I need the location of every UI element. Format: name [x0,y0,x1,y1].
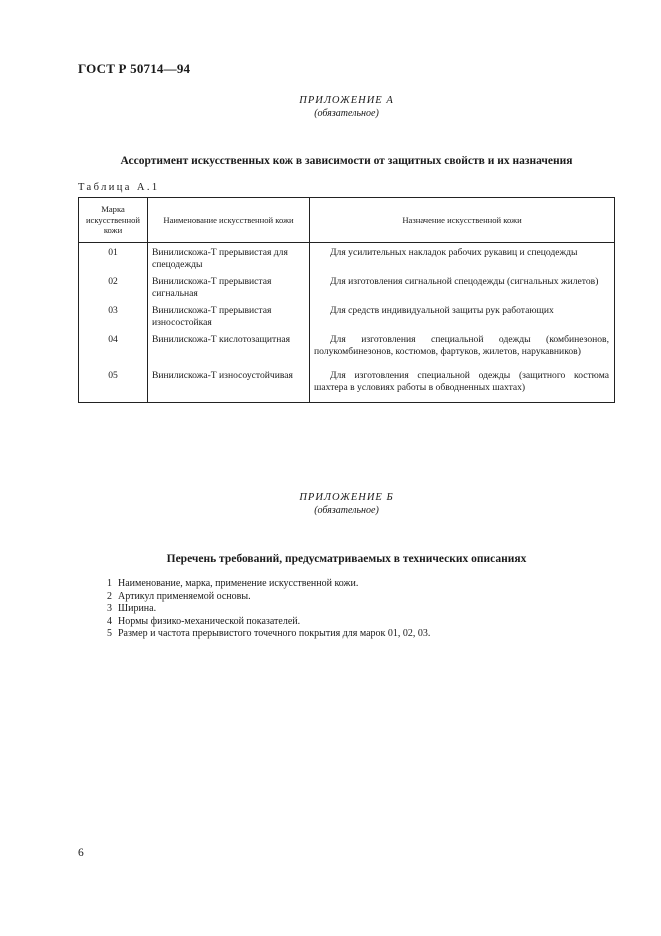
cell-name: Винилискожа-Т износоустойчивая [148,370,310,403]
header-code: Марка искусственной кожи [79,198,148,243]
table-row [79,243,615,277]
cell-name: Винилискожа-Т кислотозащитная [148,334,310,370]
appendix-a-title: ПРИЛОЖЕНИЕ А [299,95,394,106]
header-purpose: Назначение искусственной кожи [310,198,615,243]
assortment-table [78,197,615,403]
page-number: 6 [78,847,84,859]
list-item: 3 Ширина. [107,603,157,614]
document-code: ГОСТ Р 50714—94 [78,61,191,76]
cell-purpose: Для изготовления специальной одежды (защитного костюма шахтера в условиях работы в обводненных шахтах) [310,370,615,403]
cell-code: 04 [79,334,148,370]
appendix-b-title: ПРИЛОЖЕНИЕ Б [299,492,394,503]
cell-code: 05 [79,370,148,403]
list-item: 5 Размер и частота прерывистого точечного покрытия для марок 01, 02, 03. [107,628,431,639]
table-header-row [79,198,615,243]
header-name: Наименование искусственной кожи [148,198,310,243]
cell-purpose: Для средств индивидуальной защиты рук работающих [310,305,615,334]
cell-purpose: Для изготовления сигнальной спецодежды (сигнальных жилетов) [310,276,615,305]
cell-name: Винилискожа-Т прерывистая для спецодежды [148,243,310,277]
appendix-a-heading: Ассортимент искусственных кож в зависимости от защитных свойств и их назначения [120,155,573,167]
cell-purpose: Для усилительных накладок рабочих рукавиц и спецодежды [310,243,615,277]
cell-purpose: Для изготовления специальной одежды (комбинезонов, полукомбинезонов, костюмов, фартуков, жилетов, нарукавников) [310,334,615,370]
table-row [79,276,615,305]
table-label: Таблица А.1 [78,182,160,193]
table-row [79,370,615,403]
table-row [79,305,615,334]
appendix-b-heading: Перечень требований, предусматриваемых в технических описаниях [166,553,527,565]
cell-code: 03 [79,305,148,334]
appendix-b-note: (обязательное) [314,505,379,516]
requirements-list [107,578,430,641]
cell-code: 02 [79,276,148,305]
appendix-a-note: (обязательное) [314,108,379,119]
list-item: 2 Артикул применяемой основы. [107,590,251,602]
table-row [79,334,615,370]
cell-code: 01 [79,243,148,277]
cell-name: Винилискожа-Т прерывистая сигнальная [148,276,310,305]
list-item: 1 Наименование, марка, применение искусственной кожи. [107,578,359,589]
cell-name: Винилискожа-Т прерывистая износостойкая [148,305,310,334]
list-item: 4 Нормы физико-механической показателей. [107,615,301,627]
